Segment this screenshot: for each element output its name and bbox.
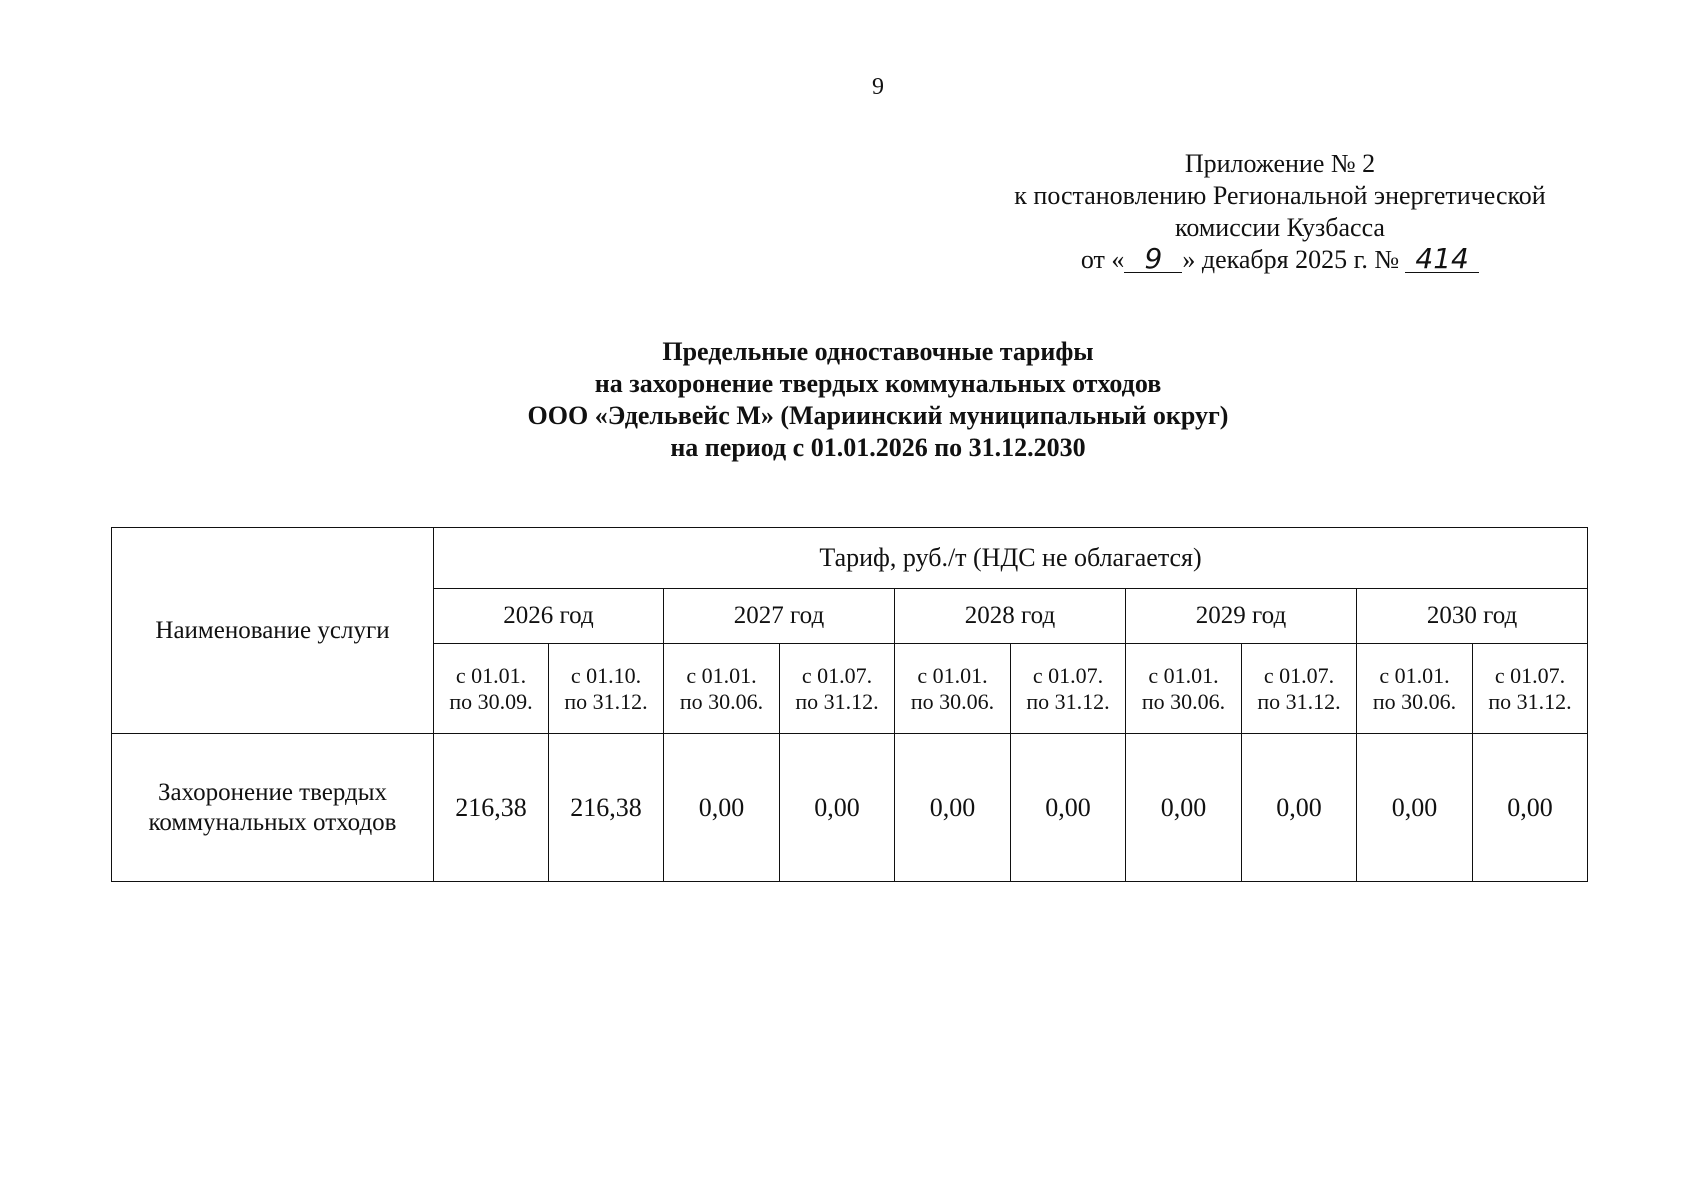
tariff-header: Тариф, руб./т (НДС не облагается) (434, 528, 1588, 589)
period-from: с 01.01. (686, 662, 757, 688)
handwritten-day: 9 (1124, 246, 1182, 273)
period-header (549, 644, 664, 734)
document-title (0, 336, 1688, 464)
appendix-title: Приложение № 2 (1184, 149, 1376, 178)
title-line-3: ООО «Эдельвейс М» (Мариинский муниципальный округ) (527, 401, 1229, 430)
period-header (895, 644, 1011, 734)
service-name-cell (112, 734, 434, 882)
period-to: по 30.06. (1141, 688, 1226, 714)
tariff-value-cell: 0,00 (1126, 734, 1242, 882)
tariff-value-cell: 0,00 (1357, 734, 1473, 882)
appendix-date-line (960, 244, 1600, 276)
tariff-value-cell: 216,38 (434, 734, 549, 882)
period-from: с 01.10. (570, 662, 642, 688)
period-to: по 31.12. (795, 688, 879, 714)
appendix-commission-line: комиссии Кузбасса (1175, 213, 1385, 242)
tariff-table (111, 527, 1588, 882)
date-middle: » декабря 2025 г. № (1182, 245, 1400, 274)
period-to: по 31.12. (1257, 688, 1341, 714)
tariff-value-cell: 0,00 (1473, 734, 1588, 882)
period-from: с 01.01. (917, 662, 988, 688)
title-line-2: на захоронение твердых коммунальных отходов (594, 369, 1162, 398)
year-header-2030: 2030 год (1357, 589, 1588, 644)
period-header (1242, 644, 1357, 734)
table-row (112, 734, 1588, 882)
period-header (1011, 644, 1126, 734)
period-from: с 01.01. (455, 662, 527, 688)
service-name-line-2: коммунальных отходов (148, 808, 397, 836)
period-header (1357, 644, 1473, 734)
tariff-value-cell: 0,00 (895, 734, 1011, 882)
period-from: с 01.07. (1032, 662, 1104, 688)
period-header (1126, 644, 1242, 734)
title-line-4: на период с 01.01.2026 по 31.12.2030 (670, 433, 1086, 462)
tariff-value-cell: 216,38 (549, 734, 664, 882)
period-to: по 30.06. (1372, 688, 1457, 714)
tariff-value-cell: 0,00 (780, 734, 895, 882)
page-number: 9 (872, 74, 884, 100)
service-name-line-1: Захоронение твердых (157, 778, 388, 806)
period-header (1473, 644, 1588, 734)
period-from: с 01.01. (1379, 662, 1450, 688)
title-line-1: Предельные одноставочные тарифы (662, 337, 1094, 366)
period-to: по 30.09. (449, 688, 533, 714)
appendix-resolution-line: к постановлению Региональной энергетической (1014, 181, 1546, 210)
period-to: по 30.06. (910, 688, 995, 714)
period-from: с 01.01. (1148, 662, 1219, 688)
year-header-2029: 2029 год (1126, 589, 1357, 644)
year-header-2028: 2028 год (895, 589, 1126, 644)
period-to: по 31.12. (1026, 688, 1110, 714)
tariff-value-cell: 0,00 (664, 734, 780, 882)
period-from: с 01.07. (801, 662, 873, 688)
period-header (434, 644, 549, 734)
period-to: по 31.12. (1488, 688, 1572, 714)
year-header-2026: 2026 год (434, 589, 664, 644)
year-header-2027: 2027 год (664, 589, 895, 644)
tariff-value-cell: 0,00 (1242, 734, 1357, 882)
period-header (664, 644, 780, 734)
period-from: с 01.07. (1263, 662, 1335, 688)
handwritten-number: 414 (1405, 246, 1479, 273)
date-prefix: от « (1080, 245, 1125, 274)
period-header (780, 644, 895, 734)
appendix-block (960, 148, 1600, 276)
period-from: с 01.07. (1494, 662, 1566, 688)
tariff-value-cell: 0,00 (1011, 734, 1126, 882)
period-to: по 31.12. (564, 688, 648, 714)
period-to: по 30.06. (679, 688, 764, 714)
service-name-header: Наименование услуги (112, 528, 434, 734)
